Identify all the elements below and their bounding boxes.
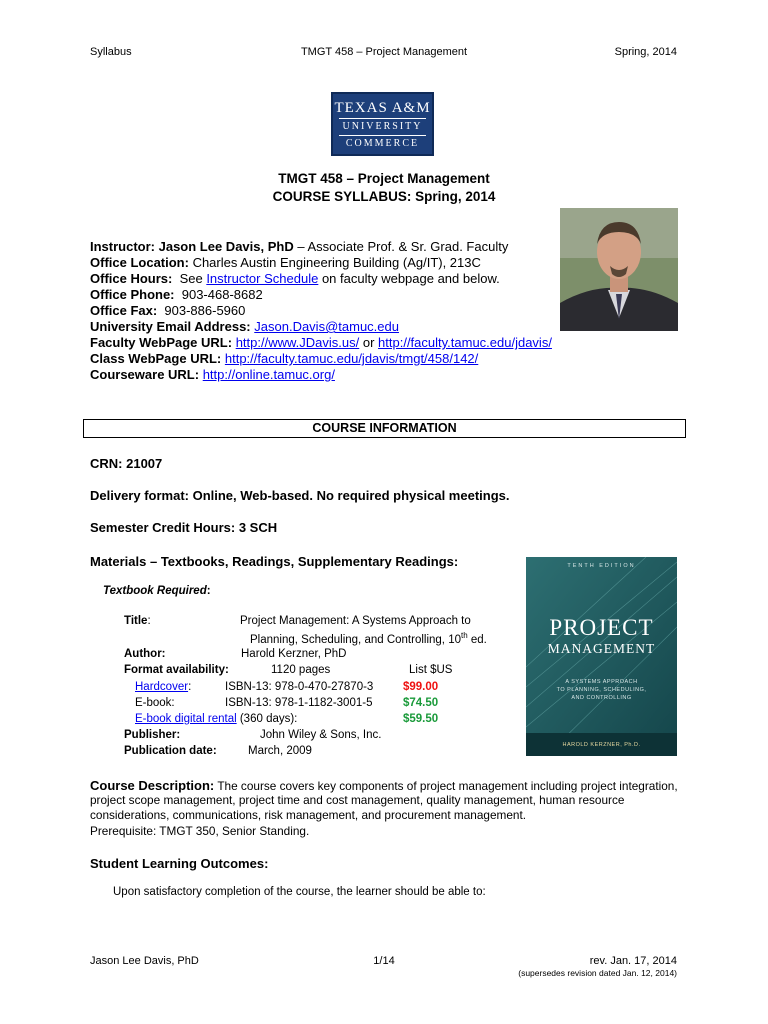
book-title-end: ed. [467,633,487,646]
textbook-cover [526,557,677,756]
course-description-label: Course Description: [90,778,215,793]
rental-price: $59.50 [403,713,439,725]
office-fax-line [90,303,245,319]
publisher-value: John Wiley & Sons, Inc. [260,729,382,741]
textbook-heading [103,585,211,597]
courseware-url-link[interactable]: http://online.tamuc.org/ [202,367,335,382]
footer-revision: rev. Jan. 17, 2014 [589,955,677,967]
logo-line2: UNIVERSITY [342,121,423,132]
office-fax-label: Office Fax: [90,303,158,318]
book-cover-subtitle [526,678,677,702]
office-location-label: Office Location: [90,255,189,270]
footer-page: 1/14 [373,955,395,967]
ebook-isbn: ISBN-13: 978-1-1182-3001-5 [225,697,373,709]
learning-outcomes-intro: Upon satisfactory completion of the course, the learner should be able to: [113,886,486,898]
course-description-text: The course covers key components of project management including project integration, project scope management, project time and cost management, quality management, human resource considerations, communications, risk management, and procurement management. [90,779,678,822]
book-cover-sub1: A SYSTEMS APPROACH [565,679,638,685]
class-url-link[interactable]: http://faculty.tamuc.edu/jdavis/tmgt/458/142/ [224,351,479,366]
learning-outcomes-heading: Student Learning Outcomes: [90,856,269,871]
rental-line [135,713,297,725]
book-cover-sub3: AND CONTROLLING [571,695,632,701]
logo-rule [339,118,426,119]
university-logo [331,92,434,156]
book-cover-author: HAROLD KERZNER, Ph.D. [562,742,641,748]
class-url-label: Class WebPage URL: [90,351,222,366]
logo-line3: COMMERCE [345,138,420,149]
book-title-sup: th [460,631,468,640]
title-label-colon: : [147,615,151,627]
email-link[interactable]: Jason.Davis@tamuc.edu [254,319,399,334]
hardcover-price: $99.00 [403,681,439,693]
course-description [90,779,690,822]
textbook-heading-colon: : [206,585,211,597]
office-hours-pre: See [172,271,207,286]
office-location-line [90,255,481,271]
list-price-label: List $US [409,664,453,676]
instructor-line [90,239,508,255]
footer-left: Jason Lee Davis, PhD [90,955,199,967]
ebook-rental-link[interactable]: E-book digital rental [135,713,237,725]
credit-hours: Semester Credit Hours: 3 SCH [90,520,278,535]
email-line [90,319,399,335]
class-url-line [90,351,478,367]
instructor-photo [560,208,678,331]
faculty-url-line [90,335,552,351]
office-fax-value: 903-886-5960 [157,303,246,318]
delivery-format: Delivery format: Online, Web-based. No required physical meetings. [90,488,510,503]
author-label: Author: [124,648,166,660]
office-phone-value: 903-468-8682 [174,287,263,302]
ebook-label: E-book: [135,697,175,709]
crn: CRN: 21007 [90,456,163,471]
author-value: Harold Kerzner, PhD [241,648,347,660]
hardcover-link[interactable]: Hardcover [135,681,189,693]
book-cover-sub2: TO PLANNING, SCHEDULING, [556,687,647,693]
instructor-label: Instructor: Jason Lee Davis, PhD [90,239,294,254]
hardcover-colon: : [188,681,192,693]
logo-rule [339,135,426,136]
book-cover-title2: MANAGEMENT [547,641,656,656]
hardcover-line [135,681,191,693]
office-phone-label: Office Phone: [90,287,175,302]
book-edition: TENTH EDITION [567,563,636,569]
instructor-title: – Associate Prof. & Sr. Grad. Faculty [293,239,509,254]
office-hours-label: Office Hours: [90,271,173,286]
format-label: Format availability: [124,664,229,676]
pages-value: 1120 pages [271,664,331,676]
office-hours-line [90,271,500,287]
syllabus-title: COURSE SYLLABUS: Spring, 2014 [272,189,496,204]
materials-heading: Materials – Textbooks, Readings, Supplementary Readings: [90,554,459,569]
book-title-line2 [250,631,487,646]
header-center: TMGT 458 – Project Management [300,46,468,58]
ebook-price: $74.50 [403,697,439,709]
book-cover-title1: PROJECT [549,615,654,640]
faculty-url-link2[interactable]: http://faculty.tamuc.edu/jdavis/ [378,335,552,350]
pubdate-label: Publication date: [124,745,217,757]
office-location-value: Charles Austin Engineering Building (Ag/IT), 213C [188,255,481,270]
email-label: University Email Address: [90,319,251,334]
prerequisite: Prerequisite: TMGT 350, Senior Standing. [90,824,310,838]
office-phone-line [90,287,263,303]
instructor-schedule-link[interactable]: Instructor Schedule [206,271,319,286]
course-title: TMGT 458 – Project Management [278,171,490,186]
pubdate-value: March, 2009 [248,745,312,757]
title-label-line [124,615,151,627]
faculty-url-or: or [359,335,379,350]
book-title-line1: Project Management: A Systems Approach to [240,615,471,627]
course-information-heading: COURSE INFORMATION [83,419,686,438]
header-right: Spring, 2014 [614,46,677,58]
courseware-url-line [90,367,335,383]
footer-supersedes: (supersedes revision dated Jan. 12, 2014) [518,968,677,978]
book-title-line2-text: Planning, Scheduling, and Controlling, 10 [250,633,461,646]
hardcover-isbn: ISBN-13: 978-0-470-27870-3 [225,681,374,693]
faculty-url-link1[interactable]: http://www.JDavis.us/ [235,335,360,350]
faculty-url-label: Faculty WebPage URL: [90,335,233,350]
publisher-label: Publisher: [124,729,181,741]
logo-line1: TEXAS A&M [334,100,431,116]
header-left: Syllabus [90,46,132,58]
rental-days: (360 days): [236,713,298,725]
textbook-heading-text: Textbook Required [103,585,207,597]
courseware-url-label: Courseware URL: [90,367,200,382]
office-hours-post: on faculty webpage and below. [318,271,500,286]
title-label: Title [124,615,148,627]
